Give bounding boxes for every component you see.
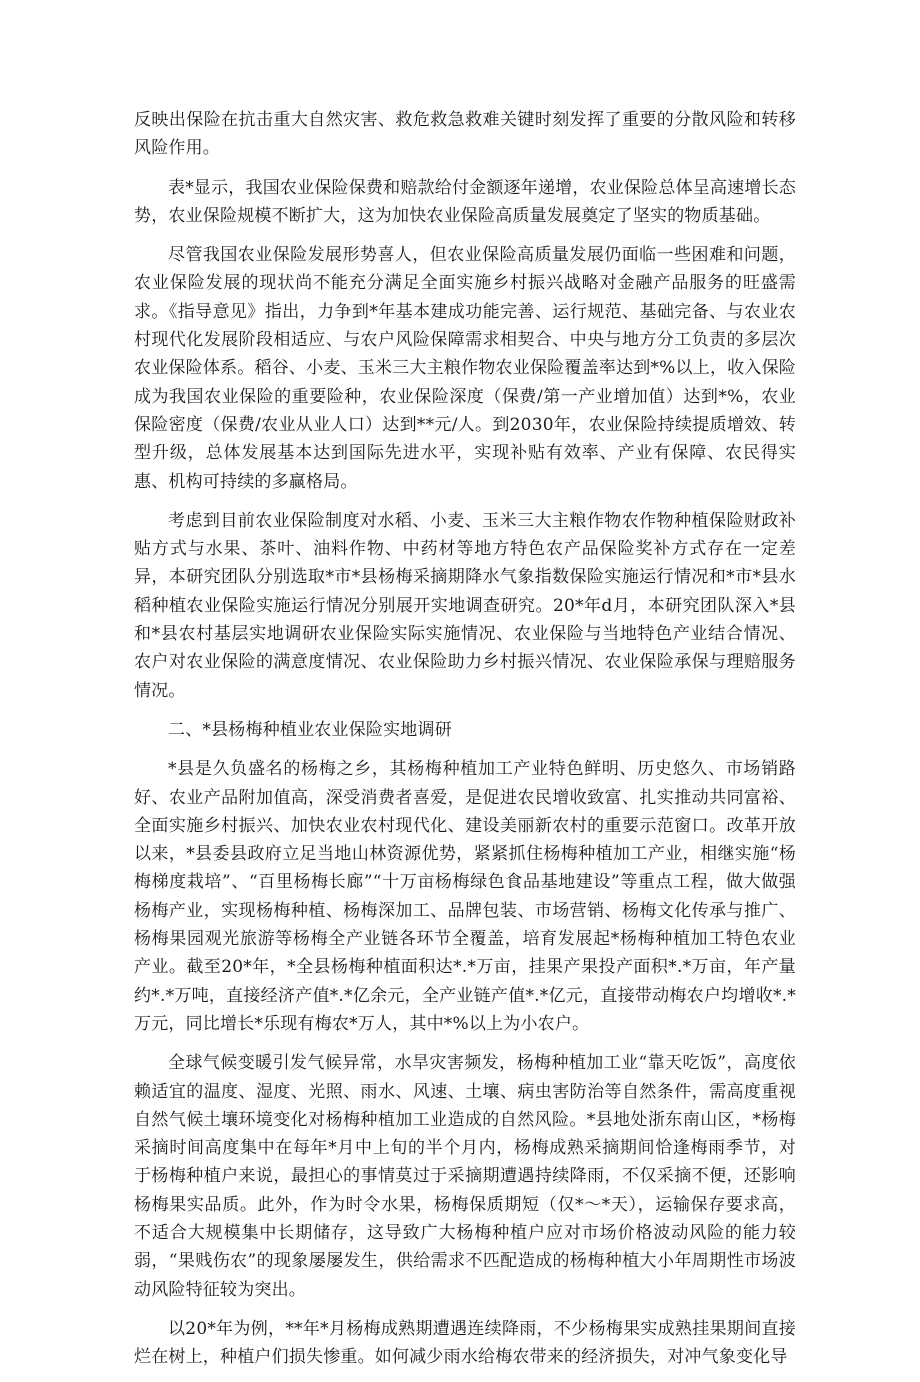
paragraph-research-design: 考虑到目前农业保险制度对水稻、小麦、玉米三大主粮作物农作物种植保险财政补贴方式与水果、茶叶、油料作物、中药材等地方特色农产品保险奖补方式存在一定差异，本研究团队分别选取*市*县杨梅采摘期降水气象指数保险实施运行情况和*市*县水稻种植农业保险实施运行情况分别展开实地调查研究。20*年d月，本研究团队深入*县和*县农村基层实地调研农业保险实际实施情况、农业保险与当地特色产业结合情况、农户对农业保险的满意度情况、农业保险助力乡村振兴情况、农业保险承保与理赔服务情况。 [134,510,796,701]
paragraph-bayberry-industry: *县是久负盛名的杨梅之乡，其杨梅种植加工产业特色鲜明、历史悠久、市场销路好、农业产品附加值高，深受消费者喜爱，是促进农民增收致富、扎实推动共同富裕、全面实施乡村振兴、加快农业农村现代化、建设美丽新农村的重要示范窗口。改革开放以来，*县委县政府立足当地山林资源优势，紧紧抓住杨梅种植加工产业，相继实施“杨梅梯度栽培”、“百里杨梅长廊”“十万亩杨梅绿色食品基地建设”等重点工程，做大做强杨梅产业，实现杨梅种植、杨梅深加工、品牌包装、市场营销、杨梅文化传承与推广、杨梅果园观光旅游等杨梅全产业链各环节全覆盖，培育发展起*杨梅种植加工特色农业产业。截至20*年，*全县杨梅种植面积达*.*万亩，挂果产果投产面积*.*万亩，年产量约*.*万吨，直接经济产值*.*亿余元，全产业链产值*.*亿元，直接带动梅农户均增收*.*万元，同比增长*乐现有梅农*万人，其中*%以上为小农户。 [134,759,796,1034]
paragraph-example-year: 以20*年为例，**年*月杨梅成熟期遭遇连续降雨，不少杨梅果实成熟挂果期间直接烂在树上，种植户们损失惨重。如何减少雨水给梅农带来的经济损失，对冲气象变化导 [134,1318,796,1368]
document-page [134,106,796,1382]
section-heading: 二、*县杨梅种植业农业保险实地调研 [168,719,452,740]
paragraph-table-summary: 表*显示，我国农业保险保费和赔款给付金额逐年递增，农业保险总体呈高速增长态势，农业保险规模不断扩大，这为加快农业保险高质量发展奠定了坚实的物质基础。 [134,177,796,226]
paragraph-climate-risk: 全球气候变暖引发气候异常，水旱灾害频发，杨梅种植加工业“靠天吃饭”，高度依赖适宜的温度、湿度、光照、雨水、风速、土壤、病虫害防治等自然条件，需高度重视自然气候土壤环境变化对杨梅种植加工业造成的自然风险。*县地处浙东南山区，*杨梅采摘时间高度集中在每年*月中上旬的半个月内，杨梅成熟采摘期间恰逢梅雨季节，对于杨梅种植户来说，最担心的事情莫过于采摘期遭遇持续降雨，不仅采摘不便，还影响杨梅果实品质。此外，作为时令水果，杨梅保质期短（仅*～*天），运输保存要求高，不适合大规模集中长期储存，这导致广大杨梅种植户应对市场价格波动风险的能力较弱，“果贱伤农”的现象屡屡发生，供给需求不匹配造成的杨梅种植大小年周期性市场波动风险特征较为突出。 [134,1053,796,1300]
paragraph-continued: 反映出保险在抗击重大自然灾害、救危救急救难关键时刻发挥了重要的分散风险和转移风险作用。 [134,110,796,159]
paragraph-challenges: 尽管我国农业保险发展形势喜人，但农业保险高质量发展仍面临一些困难和问题，农业保险发展的现状尚不能充分满足全面实施乡村振兴战略对金融产品服务的旺盛需求。《指导意见》指出，力争到*年基本建成功能完善、运行规范、基础完备、与农业农村现代化发展阶段相适应、与农户风险保障需求相契合、中央与地方分工负责的多层次农业保险体系。稻谷、小麦、玉米三大主粮作物农业保险覆盖率达到*%以上，收入保险成为我国农业保险的重要险种，农业保险深度（保费/第一产业增加值）达到*%，农业保险密度（保费/农业从业人口）达到**元/人。到2030年，农业保险持续提质增效、转型升级，总体发展基本达到国际先进水平，实现补贴有效率、产业有保障、农民得实惠、机构可持续的多赢格局。 [134,245,796,492]
